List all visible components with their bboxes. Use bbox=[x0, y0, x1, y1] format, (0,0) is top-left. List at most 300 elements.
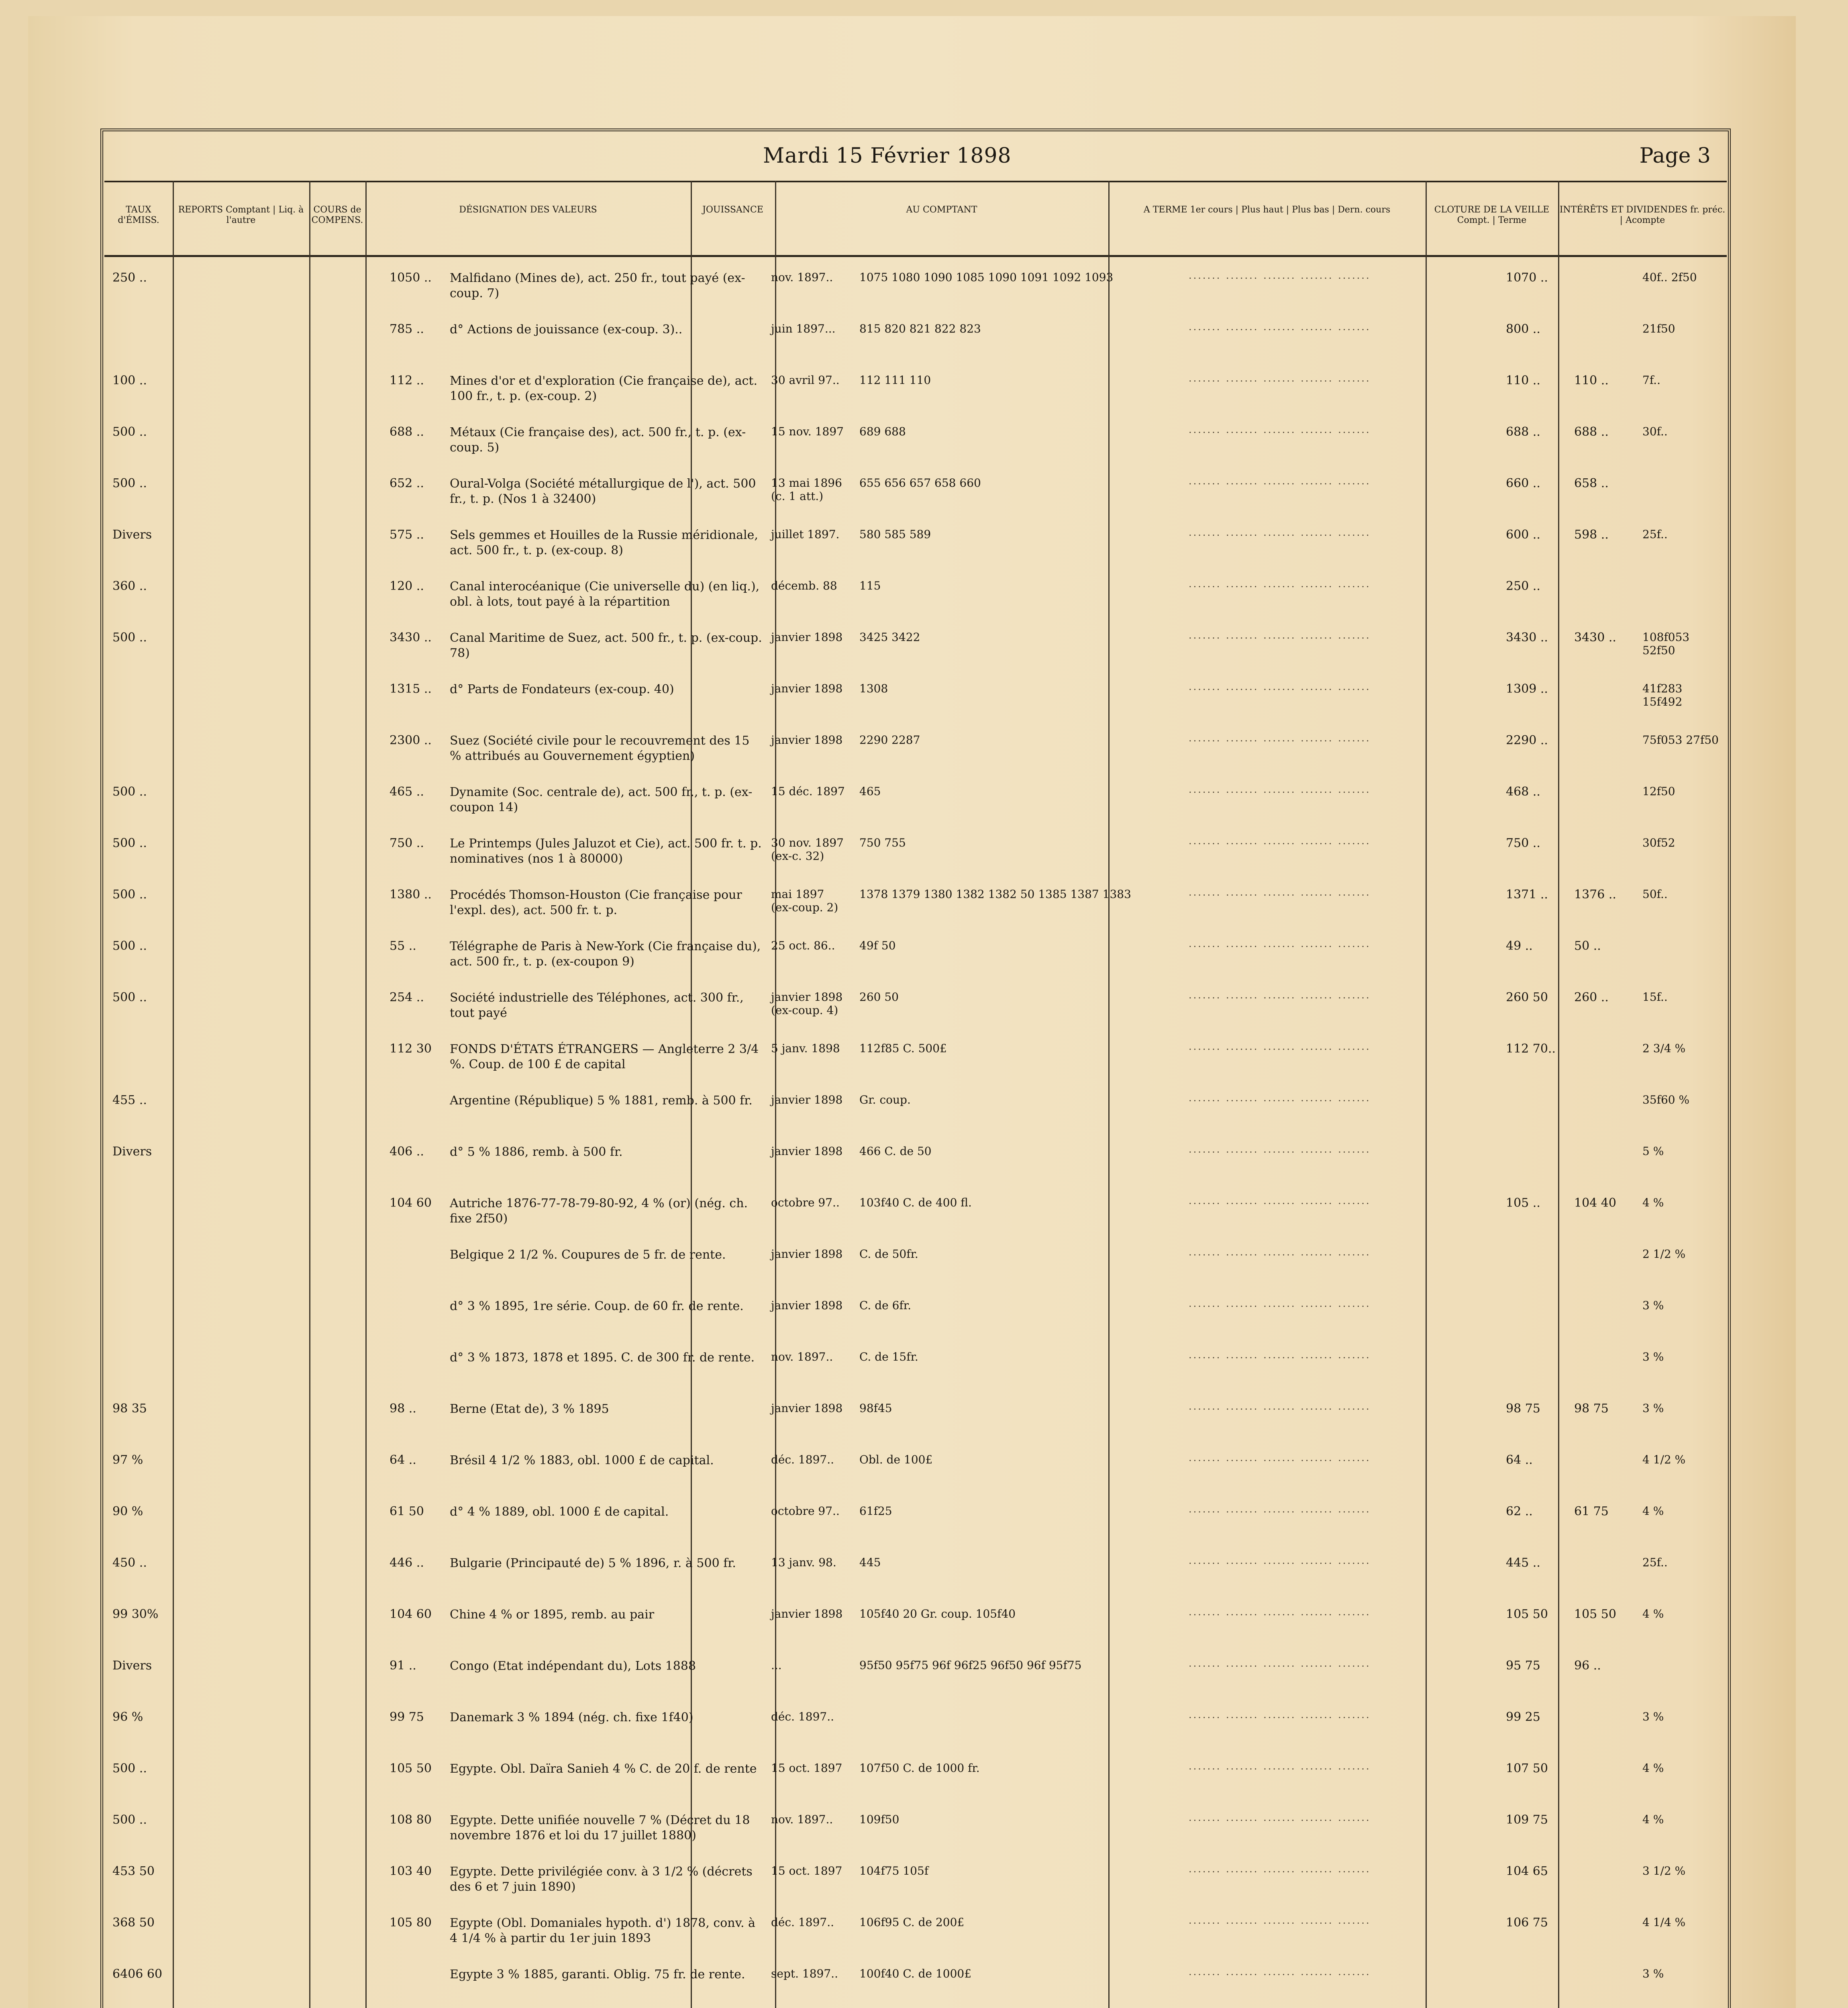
comptant-cell: 98f45 bbox=[859, 1402, 892, 1415]
comptant-cell: 815 820 821 822 823 bbox=[859, 322, 981, 335]
terme-cell: 3430 .. bbox=[1574, 631, 1616, 645]
jouissance-cell: 15 oct. 1897 bbox=[771, 1761, 842, 1775]
comptant-cell: 103f40 C. de 400 fl. bbox=[859, 1196, 972, 1209]
interets-cell: 21f50 bbox=[1642, 322, 1675, 335]
jouissance-cell: déc. 1897.. bbox=[771, 1453, 834, 1466]
jouissance-cell: ... bbox=[771, 1659, 782, 1672]
interets-cell: 4 1/2 % bbox=[1642, 1453, 1686, 1466]
taux-cell: 99 30% bbox=[112, 1607, 159, 1621]
comptant-cell: 106f95 C. de 200£ bbox=[859, 1916, 965, 1929]
quotation-row bbox=[104, 1756, 1727, 1800]
designation-cell: d° 3 % 1873, 1878 et 1895. C. de 300 fr. de rente. bbox=[450, 1351, 755, 1365]
leader-dots: ....... ....... ....... ....... ....... bbox=[1189, 321, 1371, 333]
quotation-row bbox=[104, 1396, 1727, 1440]
quotation-row bbox=[104, 1447, 1727, 1492]
cloture-cell: 660 .. bbox=[1506, 476, 1540, 490]
taux-cell: 500 .. bbox=[112, 990, 147, 1004]
jouissance-cell: janvier 1898 bbox=[771, 682, 843, 695]
interets-cell: 41f283 15f492 bbox=[1642, 682, 1683, 708]
quotation-row bbox=[104, 1807, 1727, 1851]
leader-dots: ....... ....... ....... ....... ....... bbox=[1189, 887, 1371, 898]
designation-cell: Oural-Volga (Société métallurgique de l'), act. 500 fr., t. p. (Nos 1 à 32400) bbox=[450, 477, 756, 506]
jouissance-cell: mai 1897 (ex-coup. 2) bbox=[771, 888, 838, 914]
quotation-row bbox=[104, 831, 1727, 875]
terme-cell: 1376 .. bbox=[1574, 888, 1616, 902]
interets-cell: 4 % bbox=[1642, 1813, 1664, 1826]
designation-cell: Congo (Etat indépendant du), Lots 1888 bbox=[450, 1659, 696, 1673]
cours-cell: 91 .. bbox=[390, 1659, 416, 1673]
col-jouissance: JOUISSANCE bbox=[691, 181, 775, 257]
cours-cell: 254 .. bbox=[390, 990, 424, 1004]
quotation-row bbox=[104, 419, 1727, 463]
jouissance-cell: nov. 1897.. bbox=[771, 1350, 833, 1363]
cloture-cell: 110 .. bbox=[1506, 373, 1540, 388]
jouissance-cell: 15 nov. 1897 bbox=[771, 425, 844, 438]
comptant-cell: 465 bbox=[859, 785, 881, 798]
leader-dots: ....... ....... ....... ....... ....... bbox=[1189, 1555, 1371, 1566]
comptant-cell: 2290 2287 bbox=[859, 733, 920, 747]
leader-dots: ....... ....... ....... ....... ....... bbox=[1189, 578, 1371, 590]
comptant-cell: 112f85 C. 500£ bbox=[859, 1042, 947, 1055]
comptant-cell: 107f50 C. de 1000 fr. bbox=[859, 1761, 980, 1775]
taux-cell: 450 .. bbox=[112, 1556, 147, 1570]
quotation-row bbox=[104, 676, 1727, 720]
cours-cell: 112 30 bbox=[390, 1042, 432, 1056]
cours-cell: 688 .. bbox=[390, 425, 424, 439]
interets-cell: 30f.. bbox=[1642, 425, 1668, 438]
quotation-row bbox=[104, 1190, 1727, 1235]
terme-cell: 598 .. bbox=[1574, 528, 1609, 542]
cours-cell: 98 .. bbox=[390, 1402, 416, 1416]
leader-dots: ....... ....... ....... ....... ....... bbox=[1189, 1606, 1371, 1618]
leader-dots: ....... ....... ....... ....... ....... bbox=[1189, 1504, 1371, 1515]
taux-cell: 6406 60 bbox=[112, 1967, 163, 1981]
comptant-cell: 1378 1379 1380 1382 1382 50 1385 1387 1383 bbox=[859, 888, 1131, 901]
leader-dots: ....... ....... ....... ....... ....... bbox=[1189, 1349, 1371, 1361]
interets-cell: 75f053 27f50 bbox=[1642, 733, 1719, 747]
designation-cell: Egypte. Dette privilégiée conv. à 3 1/2 % (décrets des 6 et 7 juin 1890) bbox=[450, 1865, 753, 1894]
designation-cell: d° Actions de jouissance (ex-coup. 3).. bbox=[450, 322, 683, 337]
interets-cell: 3 % bbox=[1642, 1350, 1664, 1363]
comptant-cell: 100f40 C. de 1000£ bbox=[859, 1967, 972, 1980]
comptant-cell: 750 755 bbox=[859, 836, 906, 849]
cloture-cell: 1070 .. bbox=[1506, 271, 1548, 285]
jouissance-cell: 30 avril 97.. bbox=[771, 373, 840, 387]
comptant-cell: 104f75 105f bbox=[859, 1864, 929, 1877]
taux-cell: 500 .. bbox=[112, 1761, 147, 1775]
quotation-row bbox=[104, 471, 1727, 515]
cours-cell: 108 80 bbox=[390, 1813, 432, 1827]
quotation-row bbox=[104, 1704, 1727, 1749]
interets-cell: 7f.. bbox=[1642, 373, 1660, 387]
taux-cell: 453 50 bbox=[112, 1864, 155, 1878]
cloture-cell: 250 .. bbox=[1506, 579, 1540, 593]
interets-cell: 3 % bbox=[1642, 1299, 1664, 1312]
taux-cell: 97 % bbox=[112, 1453, 143, 1467]
cours-cell: 104 60 bbox=[390, 1196, 432, 1210]
cours-cell: 2300 .. bbox=[390, 733, 432, 747]
leader-dots: ....... ....... ....... ....... ....... bbox=[1189, 475, 1371, 487]
cours-cell: 55 .. bbox=[390, 939, 416, 953]
designation-cell: Danemark 3 % 1894 (nég. ch. fixe 1f40) bbox=[450, 1710, 694, 1724]
jouissance-cell: sept. 1897.. bbox=[771, 1967, 838, 1980]
quotation-row bbox=[104, 1139, 1727, 1183]
designation-cell: Télégraphe de Paris à New-York (Cie française du), act. 500 fr., t. p. (ex-coupon 9) bbox=[450, 939, 761, 969]
jouissance-cell: janvier 1898 (ex-coup. 4) bbox=[771, 990, 843, 1017]
cours-cell: 652 .. bbox=[390, 476, 424, 490]
cloture-cell: 106 75 bbox=[1506, 1916, 1548, 1930]
taux-cell: 368 50 bbox=[112, 1916, 155, 1930]
interets-cell: 25f.. bbox=[1642, 528, 1668, 541]
designation-cell: Sels gemmes et Houilles de la Russie méridionale, act. 500 fr., t. p. (ex-coup. 8) bbox=[450, 528, 758, 557]
interets-cell: 4 % bbox=[1642, 1504, 1664, 1518]
interets-cell: 30f52 bbox=[1642, 836, 1675, 849]
leader-dots: ....... ....... ....... ....... ....... bbox=[1189, 1863, 1371, 1875]
taux-cell: 500 .. bbox=[112, 631, 147, 645]
cloture-cell: 600 .. bbox=[1506, 528, 1540, 542]
comptant-cell: C. de 15fr. bbox=[859, 1350, 918, 1363]
cours-cell: 465 .. bbox=[390, 785, 424, 799]
quotation-row bbox=[104, 1088, 1727, 1132]
leader-dots: ....... ....... ....... ....... ....... bbox=[1189, 1092, 1371, 1104]
jouissance-cell: juin 1897... bbox=[771, 322, 836, 335]
leader-dots: ....... ....... ....... ....... ....... bbox=[1189, 681, 1371, 692]
designation-cell: Berne (Etat de), 3 % 1895 bbox=[450, 1402, 609, 1416]
leader-dots: ....... ....... ....... ....... ....... bbox=[1189, 1658, 1371, 1669]
leader-dots: ....... ....... ....... ....... ....... bbox=[1189, 1915, 1371, 1926]
jouissance-cell: 15 oct. 1897 bbox=[771, 1864, 842, 1877]
terme-cell: 61 75 bbox=[1574, 1504, 1609, 1518]
leader-dots: ....... ....... ....... ....... ....... bbox=[1189, 1247, 1371, 1258]
comptant-cell: 109f50 bbox=[859, 1813, 900, 1826]
designation-cell: Bulgarie (Principauté de) 5 % 1896, r. à 500 fr. bbox=[450, 1556, 736, 1570]
cloture-cell: 109 75 bbox=[1506, 1813, 1548, 1827]
interets-cell: 12f50 bbox=[1642, 785, 1675, 798]
cloture-cell: 105 .. bbox=[1506, 1196, 1540, 1210]
quotation-row bbox=[104, 985, 1727, 1029]
designation-cell: Brésil 4 1/2 % 1883, obl. 1000 £ de capital. bbox=[450, 1453, 714, 1467]
interets-cell: 3 % bbox=[1642, 1710, 1664, 1723]
cloture-cell: 98 75 bbox=[1506, 1402, 1540, 1416]
cours-cell: 1315 .. bbox=[390, 682, 432, 696]
cloture-cell: 750 .. bbox=[1506, 836, 1540, 850]
cloture-cell: 105 50 bbox=[1506, 1607, 1548, 1621]
terme-cell: 98 75 bbox=[1574, 1402, 1609, 1416]
designation-cell: Procédés Thomson-Houston (Cie française pour l'expl. des), act. 500 fr. t. p. bbox=[450, 888, 742, 917]
cours-cell: 3430 .. bbox=[390, 631, 432, 645]
designation-cell: Suez (Société civile pour le recouvrement des 15 % attribués au Gouvernement égyptien) bbox=[450, 734, 750, 763]
leader-dots: ....... ....... ....... ....... ....... bbox=[1189, 1298, 1371, 1309]
leader-dots: ....... ....... ....... ....... ....... bbox=[1189, 1761, 1371, 1772]
comptant-cell: 3425 3422 bbox=[859, 631, 920, 644]
quotation-row bbox=[104, 316, 1727, 361]
cloture-cell: 260 50 bbox=[1506, 990, 1548, 1004]
designation-cell: Malfidano (Mines de), act. 250 fr., tout payé (ex-coup. 7) bbox=[450, 271, 745, 300]
interets-cell: 15f.. bbox=[1642, 990, 1668, 1004]
comptant-cell: 61f25 bbox=[859, 1504, 892, 1518]
comptant-cell: 49f 50 bbox=[859, 939, 896, 952]
designation-cell: Egypte. Obl. Daïra Sanieh 4 % C. de 20 f. de rente bbox=[450, 1762, 757, 1776]
taux-cell: 96 % bbox=[112, 1710, 143, 1724]
cloture-cell: 107 50 bbox=[1506, 1761, 1548, 1775]
jouissance-cell: décemb. 88 bbox=[771, 579, 837, 592]
page-date: Mardi 15 Février 1898 bbox=[763, 144, 1012, 168]
jouissance-cell: juillet 1897. bbox=[771, 528, 840, 541]
col-cloture: CLOTURE DE LA VEILLE Compt. | Terme bbox=[1426, 181, 1558, 257]
interets-cell: 3 % bbox=[1642, 1967, 1664, 1980]
designation-cell: Egypte 3 % 1885, garanti. Oblig. 75 fr. de rente. bbox=[450, 1967, 745, 1981]
interets-cell: 4 % bbox=[1642, 1761, 1664, 1775]
cours-cell: 446 .. bbox=[390, 1556, 424, 1570]
jouissance-cell: octobre 97.. bbox=[771, 1504, 840, 1518]
cours-cell: 406 .. bbox=[390, 1145, 424, 1159]
quotation-row bbox=[104, 728, 1727, 772]
taux-cell: 360 .. bbox=[112, 579, 147, 593]
taux-cell: Divers bbox=[112, 1659, 152, 1673]
taux-cell: 100 .. bbox=[112, 373, 147, 388]
cours-cell: 1050 .. bbox=[390, 271, 432, 285]
cours-cell: 575 .. bbox=[390, 528, 424, 542]
leader-dots: ....... ....... ....... ....... ....... bbox=[1189, 1812, 1371, 1823]
leader-dots: ....... ....... ....... ....... ....... bbox=[1189, 835, 1371, 847]
comptant-cell: Obl. de 100£ bbox=[859, 1453, 933, 1466]
interets-cell: 25f.. bbox=[1642, 1556, 1668, 1569]
taux-cell: 500 .. bbox=[112, 888, 147, 902]
terme-cell: 658 .. bbox=[1574, 476, 1609, 490]
interets-cell: 40f.. 2f50 bbox=[1642, 271, 1697, 284]
terme-cell: 104 40 bbox=[1574, 1196, 1616, 1210]
jouissance-cell: nov. 1897.. bbox=[771, 1813, 833, 1826]
comptant-cell: 466 C. de 50 bbox=[859, 1145, 932, 1158]
taux-cell: 500 .. bbox=[112, 939, 147, 953]
cours-cell: 750 .. bbox=[390, 836, 424, 850]
quotation-row bbox=[104, 1293, 1727, 1337]
leader-dots: ....... ....... ....... ....... ....... bbox=[1189, 1401, 1371, 1412]
quotation-row bbox=[104, 933, 1727, 977]
newspaper-page bbox=[28, 16, 1796, 2008]
comptant-cell: 95f50 95f75 96f 96f25 96f50 96f 95f75 bbox=[859, 1659, 1082, 1672]
cloture-cell: 3430 .. bbox=[1506, 631, 1548, 645]
quotation-row bbox=[104, 522, 1727, 566]
cloture-cell: 62 .. bbox=[1506, 1504, 1533, 1518]
taux-cell: 250 .. bbox=[112, 271, 147, 285]
designation-cell: d° 3 % 1895, 1re série. Coup. de 60 fr. de rente. bbox=[450, 1299, 744, 1313]
cloture-cell: 95 75 bbox=[1506, 1659, 1540, 1673]
taux-cell: 90 % bbox=[112, 1504, 143, 1518]
designation-cell: Canal Maritime de Suez, act. 500 fr., t. p. (ex-coup. 78) bbox=[450, 631, 762, 660]
cours-cell: 1380 .. bbox=[390, 888, 432, 902]
designation-cell: d° 4 % 1889, obl. 1000 £ de capital. bbox=[450, 1505, 669, 1519]
jouissance-cell: janvier 1898 bbox=[771, 1607, 843, 1620]
interets-cell: 4 % bbox=[1642, 1196, 1664, 1209]
comptant-cell: 260 50 bbox=[859, 990, 899, 1004]
quotation-row bbox=[104, 882, 1727, 926]
terme-cell: 96 .. bbox=[1574, 1659, 1601, 1673]
terme-cell: 260 .. bbox=[1574, 990, 1609, 1004]
leader-dots: ....... ....... ....... ....... ....... bbox=[1189, 990, 1371, 1001]
cloture-cell: 1309 .. bbox=[1506, 682, 1548, 696]
cloture-cell: 2290 .. bbox=[1506, 733, 1548, 747]
leader-dots: ....... ....... ....... ....... ....... bbox=[1189, 1966, 1371, 1977]
designation-cell: Dynamite (Soc. centrale de), act. 500 fr., t. p. (ex-coupon 14) bbox=[450, 785, 753, 814]
col-reports: REPORTS Comptant | Liq. à l'autre bbox=[173, 181, 309, 257]
col-designation: DÉSIGNATION DES VALEURS bbox=[365, 181, 691, 257]
page-header bbox=[104, 137, 1727, 182]
cours-cell: 105 80 bbox=[390, 1916, 432, 1930]
quotation-row bbox=[104, 1961, 1727, 2006]
quotation-row bbox=[104, 1036, 1727, 1080]
designation-cell: Le Printemps (Jules Jaluzot et Cie), act. 500 fr. t. p. nominatives (nos 1 à 80000) bbox=[450, 837, 762, 866]
terme-cell: 688 .. bbox=[1574, 425, 1609, 439]
jouissance-cell: janvier 1898 bbox=[771, 1402, 843, 1415]
comptant-cell: 689 688 bbox=[859, 425, 906, 438]
jouissance-cell: janvier 1898 bbox=[771, 1299, 843, 1312]
cours-cell: 99 75 bbox=[390, 1710, 424, 1724]
designation-cell: Argentine (République) 5 % 1881, remb. à 500 fr. bbox=[450, 1094, 753, 1108]
designation-cell: Egypte. Dette unifiée nouvelle 7 % (Décret du 18 novembre 1876 et loi du 17 juillet 1880) bbox=[450, 1813, 750, 1843]
cloture-cell: 688 .. bbox=[1506, 425, 1540, 439]
jouissance-cell: janvier 1898 bbox=[771, 1247, 843, 1261]
designation-cell: Métaux (Cie française des), act. 500 fr., t. p. (ex-coup. 5) bbox=[450, 425, 746, 455]
cloture-cell: 800 .. bbox=[1506, 322, 1540, 336]
leader-dots: ....... ....... ....... ....... ....... bbox=[1189, 938, 1371, 949]
quotation-row bbox=[104, 1910, 1727, 1954]
interets-cell: 108f053 52f50 bbox=[1642, 631, 1690, 657]
interets-cell: 2 3/4 % bbox=[1642, 1042, 1686, 1055]
quotation-row bbox=[104, 1242, 1727, 1286]
interets-cell: 4 % bbox=[1642, 1607, 1664, 1620]
col-terme: A TERME 1er cours | Plus haut | Plus bas | Dern. cours bbox=[1108, 181, 1426, 257]
comptant-cell: 655 656 657 658 660 bbox=[859, 476, 981, 490]
interets-cell: 3 1/2 % bbox=[1642, 1864, 1686, 1877]
jouissance-cell: déc. 1897.. bbox=[771, 1916, 834, 1929]
quotation-row bbox=[104, 1602, 1727, 1646]
cours-cell: 104 60 bbox=[390, 1607, 432, 1621]
quotation-row bbox=[104, 1499, 1727, 1543]
taux-cell: 500 .. bbox=[112, 425, 147, 439]
taux-cell: Divers bbox=[112, 1145, 152, 1159]
quotation-row bbox=[104, 1345, 1727, 1389]
leader-dots: ....... ....... ....... ....... ....... bbox=[1189, 527, 1371, 538]
quotation-row bbox=[104, 1859, 1727, 1903]
cloture-cell: 445 .. bbox=[1506, 1556, 1540, 1570]
col-taux: TAUX d'ÉMISS. bbox=[104, 181, 173, 257]
col-interets: INTÉRÊTS ET DIVIDENDES fr. préc. | Acompte bbox=[1558, 181, 1727, 257]
cloture-cell: 1371 .. bbox=[1506, 888, 1548, 902]
cours-cell: 105 50 bbox=[390, 1761, 432, 1775]
comptant-cell: 580 585 589 bbox=[859, 528, 931, 541]
jouissance-cell: déc. 1897.. bbox=[771, 1710, 834, 1723]
leader-dots: ....... ....... ....... ....... ....... bbox=[1189, 373, 1371, 384]
page-number: Page 3 bbox=[1639, 144, 1711, 168]
designation-cell: Autriche 1876-77-78-79-80-92, 4 % (or) (nég. ch. fixe 2f50) bbox=[450, 1196, 748, 1226]
jouissance-cell: janvier 1898 bbox=[771, 1145, 843, 1158]
taux-cell: 500 .. bbox=[112, 785, 147, 799]
cloture-cell: 468 .. bbox=[1506, 785, 1540, 799]
jouissance-cell: octobre 97.. bbox=[771, 1196, 840, 1209]
leader-dots: ....... ....... ....... ....... ....... bbox=[1189, 733, 1371, 744]
taux-cell: 455 .. bbox=[112, 1093, 147, 1107]
cours-cell: 120 .. bbox=[390, 579, 424, 593]
comptant-cell: 115 bbox=[859, 579, 881, 592]
jouissance-cell: janvier 1898 bbox=[771, 1093, 843, 1106]
designation-cell: Mines d'or et d'exploration (Cie française de), act. 100 fr., t. p. (ex-coup. 2) bbox=[450, 374, 758, 403]
quotation-row bbox=[104, 1550, 1727, 1594]
terme-cell: 105 50 bbox=[1574, 1607, 1616, 1621]
cloture-cell: 112 70.. bbox=[1506, 1042, 1556, 1056]
jouissance-cell: 15 déc. 1897 bbox=[771, 785, 845, 798]
quotation-row bbox=[104, 573, 1727, 618]
designation-cell: d° 5 % 1886, remb. à 500 fr. bbox=[450, 1145, 623, 1159]
cours-cell: 64 .. bbox=[390, 1453, 416, 1467]
designation-cell: Egypte (Obl. Domaniales hypoth. d') 1878, conv. à 4 1/4 % à partir du 1er juin 1893 bbox=[450, 1916, 755, 1945]
jouissance-cell: 13 janv. 98. bbox=[771, 1556, 836, 1569]
taux-cell: 500 .. bbox=[112, 476, 147, 490]
interets-cell: 3 % bbox=[1642, 1402, 1664, 1415]
leader-dots: ....... ....... ....... ....... ....... bbox=[1189, 1195, 1371, 1206]
jouissance-cell: janvier 1898 bbox=[771, 631, 843, 644]
cours-cell: 112 .. bbox=[390, 373, 424, 388]
comptant-cell: 445 bbox=[859, 1556, 881, 1569]
taux-cell: 98 35 bbox=[112, 1402, 147, 1416]
designation-cell: d° Parts de Fondateurs (ex-coup. 40) bbox=[450, 682, 674, 696]
leader-dots: ....... ....... ....... ....... ....... bbox=[1189, 424, 1371, 435]
leader-dots: ....... ....... ....... ....... ....... bbox=[1189, 784, 1371, 795]
interets-cell: 4 1/4 % bbox=[1642, 1916, 1686, 1929]
jouissance-cell: 25 oct. 86.. bbox=[771, 939, 835, 952]
cours-cell: 61 50 bbox=[390, 1504, 424, 1518]
leader-dots: ....... ....... ....... ....... ....... bbox=[1189, 1709, 1371, 1720]
interets-cell: 2 1/2 % bbox=[1642, 1247, 1686, 1261]
cloture-cell: 49 .. bbox=[1506, 939, 1533, 953]
leader-dots: ....... ....... ....... ....... ....... bbox=[1189, 270, 1371, 281]
leader-dots: ....... ....... ....... ....... ....... bbox=[1189, 630, 1371, 641]
leader-dots: ....... ....... ....... ....... ....... bbox=[1189, 1452, 1371, 1463]
terme-cell: 50 .. bbox=[1574, 939, 1601, 953]
terme-cell: 110 .. bbox=[1574, 373, 1609, 388]
interets-cell: 35f60 % bbox=[1642, 1093, 1690, 1106]
cours-cell: 785 .. bbox=[390, 322, 424, 336]
quotation-row bbox=[104, 265, 1727, 309]
designation-cell: FONDS D'ÉTATS ÉTRANGERS — Angleterre 2 3/4 %. Coup. de 100 £ de capital bbox=[450, 1042, 759, 1071]
comptant-cell: 105f40 20 Gr. coup. 105f40 bbox=[859, 1607, 1016, 1620]
quotation-row bbox=[104, 779, 1727, 823]
taux-cell: 500 .. bbox=[112, 836, 147, 850]
designation-cell: Société industrielle des Téléphones, act. 300 fr., tout payé bbox=[450, 991, 744, 1020]
comptant-cell: C. de 50fr. bbox=[859, 1247, 918, 1261]
jouissance-cell: nov. 1897.. bbox=[771, 271, 833, 284]
quotation-row bbox=[104, 368, 1727, 412]
comptant-cell: C. de 6fr. bbox=[859, 1299, 912, 1312]
leader-dots: ....... ....... ....... ....... ....... bbox=[1189, 1041, 1371, 1052]
col-cours: COURS de COMPENS. bbox=[309, 181, 365, 257]
comptant-cell: 112 111 110 bbox=[859, 373, 931, 387]
designation-cell: Canal interocéanique (Cie universelle du) (en liq.), obl. à lots, tout payé à la répartition bbox=[450, 580, 760, 609]
taux-cell: Divers bbox=[112, 528, 152, 542]
jouissance-cell: 5 janv. 1898 bbox=[771, 1042, 840, 1055]
cloture-cell: 99 25 bbox=[1506, 1710, 1540, 1724]
cloture-cell: 64 .. bbox=[1506, 1453, 1533, 1467]
quotation-row bbox=[104, 1653, 1727, 1697]
quotation-row bbox=[104, 625, 1727, 669]
comptant-cell: Gr. coup. bbox=[859, 1093, 911, 1106]
interets-cell: 5 % bbox=[1642, 1145, 1664, 1158]
leader-dots: ....... ....... ....... ....... ....... bbox=[1189, 1144, 1371, 1155]
designation-cell: Chine 4 % or 1895, remb. au pair bbox=[450, 1608, 655, 1622]
interets-cell: 50f.. bbox=[1642, 888, 1668, 901]
designation-cell: Belgique 2 1/2 %. Coupures de 5 fr. de rente. bbox=[450, 1248, 726, 1262]
taux-cell: 500 .. bbox=[112, 1813, 147, 1827]
